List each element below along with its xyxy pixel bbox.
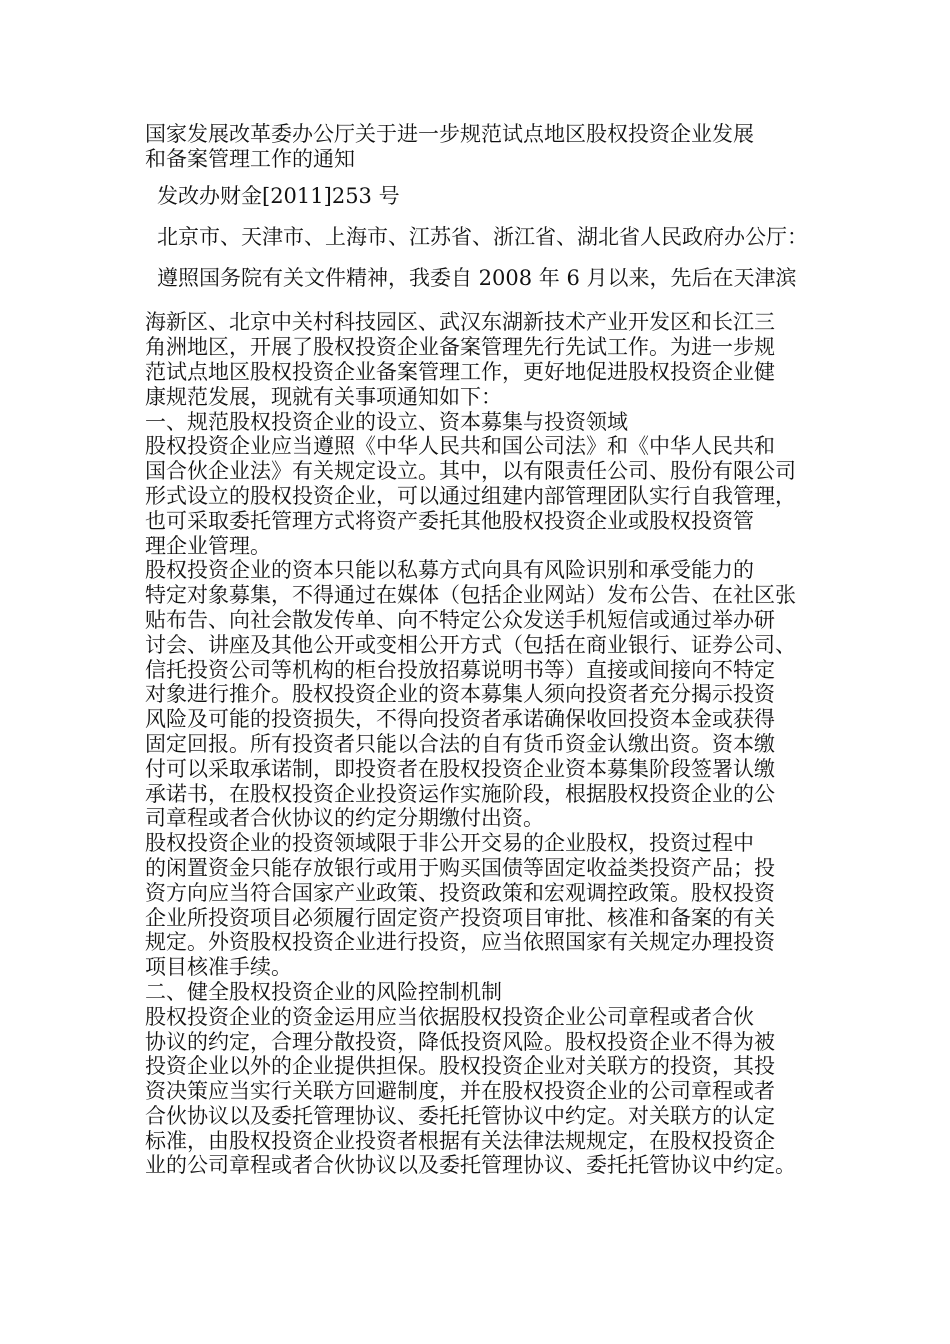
intro-first-line: 遵照国务院有关文件精神，我委自 2008 年 6 月以来，先后在天津滨	[157, 265, 797, 290]
body-line: 角洲地区，开展了股权投资企业备案管理先行先试工作。为进一步规	[145, 335, 775, 360]
body-line: 一、规范股权投资企业的设立、资本募集与投资领域	[145, 409, 628, 434]
body-line: 股权投资企业的资金运用应当依据股权投资企业公司章程或者合伙	[145, 1004, 754, 1029]
document-title-line-2: 和备案管理工作的通知	[145, 147, 355, 171]
document-number: 发改办财金[2011]253 号	[157, 184, 400, 208]
body-line: 承诺书，在股权投资企业投资运作实施阶段，根据股权投资企业的公	[145, 781, 775, 806]
body-text	[145, 310, 830, 1178]
body-line: 对象进行推介。股权投资企业的资本募集人须向投资者充分揭示投资	[145, 682, 775, 707]
body-line: 规定。外资股权投资企业进行投资，应当依照国家有关规定办理投资	[145, 930, 775, 955]
body-line: 项目核准手续。	[145, 955, 292, 980]
body-line: 范试点地区股权投资企业备案管理工作，更好地促进股权投资企业健	[145, 359, 775, 384]
body-line: 付可以采取承诺制，即投资者在股权投资企业资本募集阶段签署认缴	[145, 756, 775, 781]
document-page	[145, 122, 830, 1178]
body-line: 海新区、北京中关村科技园区、武汉东湖新技术产业开发区和长江三	[145, 310, 775, 335]
body-line: 信托投资公司等机构的柜台投放招募说明书等）直接或间接向不特定	[145, 657, 775, 682]
body-line: 理企业管理。	[145, 533, 271, 558]
body-line: 股权投资企业应当遵照《中华人民共和国公司法》和《中华人民共和	[145, 434, 775, 459]
document-title-line-1: 国家发展改革委办公厅关于进一步规范试点地区股权投资企业发展	[145, 122, 754, 146]
body-line: 股权投资企业的资本只能以私募方式向具有风险识别和承受能力的	[145, 558, 754, 583]
body-line: 股权投资企业的投资领域限于非公开交易的企业股权，投资过程中	[145, 831, 754, 856]
body-line: 资方向应当符合国家产业政策、投资政策和宏观调控政策。股权投资	[145, 880, 775, 905]
body-line: 合伙协议以及委托管理协议、委托托管协议中约定。对关联方的认定	[145, 1103, 775, 1128]
body-line: 二、健全股权投资企业的风险控制机制	[145, 979, 502, 1004]
body-line: 标准，由股权投资企业投资者根据有关法律法规规定，在股权投资企	[145, 1128, 775, 1153]
body-line: 形式设立的股权投资企业，可以通过组建内部管理团队实行自我管理，	[145, 483, 796, 508]
body-line: 国合伙企业法》有关规定设立。其中，以有限责任公司、股份有限公司	[145, 459, 796, 484]
body-line: 业的公司章程或者合伙协议以及委托管理协议、委托托管协议中约定。	[145, 1153, 796, 1178]
body-line: 风险及可能的投资损失，不得向投资者承诺确保收回投资本金或获得	[145, 707, 775, 732]
body-line: 讨会、讲座及其他公开或变相公开方式（包括在商业银行、证券公司、	[145, 632, 796, 657]
body-line: 康规范发展，现就有关事项通知如下：	[145, 384, 502, 409]
body-line: 的闲置资金只能存放银行或用于购买国债等固定收益类投资产品；投	[145, 855, 775, 880]
body-line: 企业所投资项目必须履行固定资产投资项目审批、核准和备案的有关	[145, 905, 775, 930]
body-line: 贴布告、向社会散发传单、向不特定公众发送手机短信或通过举办研	[145, 607, 775, 632]
addressee: 北京市、天津市、上海市、江苏省、浙江省、湖北省人民政府办公厅：	[157, 224, 808, 249]
body-line: 资决策应当实行关联方回避制度，并在股权投资企业的公司章程或者	[145, 1079, 775, 1104]
body-line: 也可采取委托管理方式将资产委托其他股权投资企业或股权投资管	[145, 508, 754, 533]
body-line: 特定对象募集，不得通过在媒体（包括企业网站）发布公告、在社区张	[145, 583, 796, 608]
body-line: 司章程或者合伙协议的约定分期缴付出资。	[145, 806, 544, 831]
body-line: 投资企业以外的企业提供担保。股权投资企业对关联方的投资，其投	[145, 1054, 775, 1079]
body-line: 固定回报。所有投资者只能以合法的自有货币资金认缴出资。资本缴	[145, 731, 775, 756]
body-line: 协议的约定，合理分散投资，降低投资风险。股权投资企业不得为被	[145, 1029, 775, 1054]
